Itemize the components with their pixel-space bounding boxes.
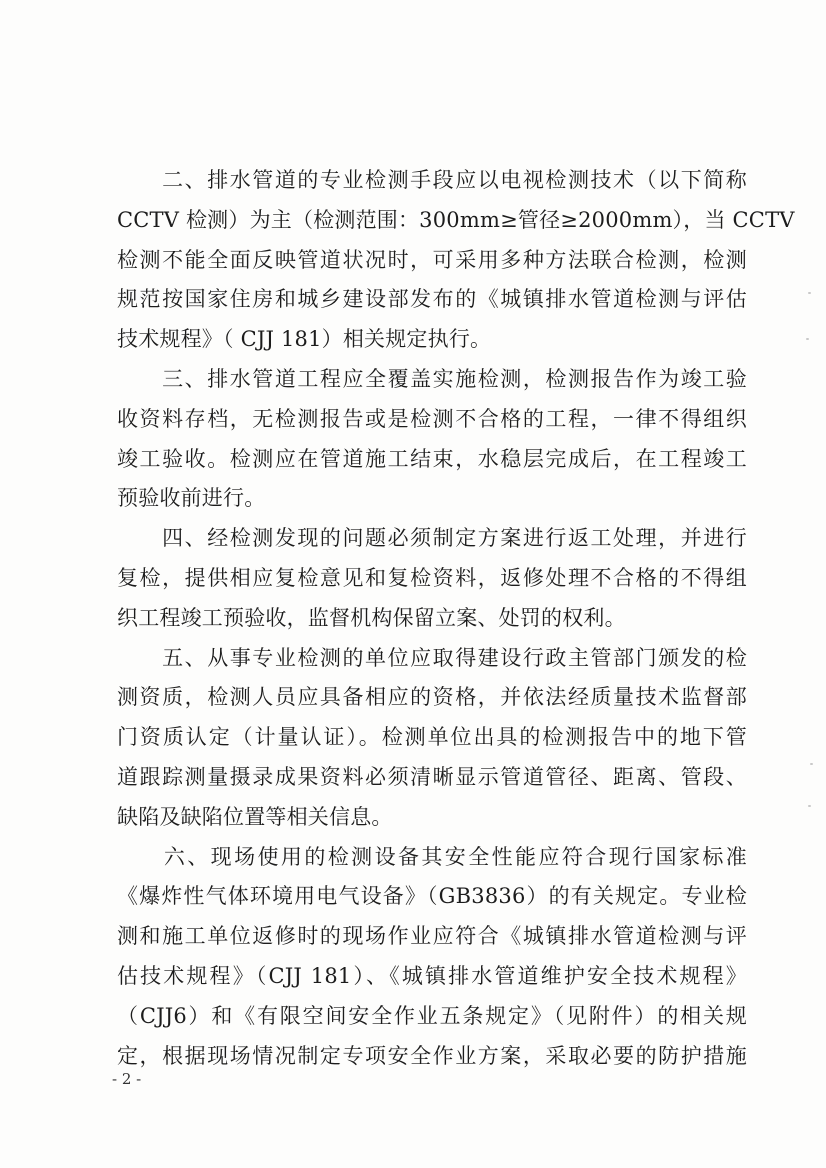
text-line: 门资质认定（计量认证）。检测单位出具的检测报告中的地下管: [117, 725, 747, 750]
text-line: 定，根据现场情况制定专项安全作业方案，采取必要的防护措施: [117, 1043, 747, 1068]
text-line: 六、现场使用的检测设备其安全性能应符合现行国家标准: [117, 844, 747, 869]
text-line: 估技术规程》（CJJ 181）、《城镇排水管道维护安全技术规程》: [117, 963, 747, 988]
text-line: 检测不能全面反映管道状况时，可采用多种方法联合检测，检测: [117, 247, 747, 272]
text-line: 规范按国家住房和城乡建设部发布的《城镇排水管道检测与评估: [117, 287, 747, 312]
text-line: 三、排水管道工程应全覆盖实施检测，检测报告作为竣工验: [117, 366, 747, 391]
page-number: - 2 -: [112, 1070, 142, 1088]
text-line: （CJJ6）和《有限空间安全作业五条规定》（见附件）的相关规: [117, 1003, 747, 1028]
text-line: 五、从事专业检测的单位应取得建设行政主管部门颁发的检: [117, 645, 747, 670]
paragraph-p6: [117, 838, 747, 1077]
document-body: [117, 161, 795, 1076]
text-line: 道跟踪测量摄录成果资料必须清晰显示管道管径、距离、管段、: [117, 764, 747, 789]
scan-speck: [810, 763, 813, 765]
scan-speck: [808, 292, 811, 294]
text-line: 缺陷及缺陷位置等相关信息。: [117, 804, 393, 829]
text-line: 测和施工单位返修时的现场作业应符合《城镇排水管道检测与评: [117, 924, 747, 949]
text-line: 竣工验收。检测应在管道施工结束，水稳层完成后，在工程竣工: [117, 446, 747, 471]
text-line: 《爆炸性气体环境用电气设备》（GB3836）的有关规定。专业检: [117, 884, 747, 909]
text-line: 织工程竣工预验收，监督机构保留立案、处罚的权利。: [117, 605, 626, 630]
paragraph-p4: [117, 519, 747, 638]
text-line: 四、经检测发现的问题必须制定方案进行返工处理，并进行: [117, 526, 747, 551]
text-line: 二、排水管道的专业检测手段应以电视检测技术（以下简称: [117, 168, 747, 192]
paragraph-p2: [117, 161, 795, 360]
text-line: 复检，提供相应复检意见和复检资料，返修处理不合格的不得组: [117, 565, 747, 590]
text-line: 测资质，检测人员应具备相应的资格，并依法经质量技术监督部: [117, 685, 747, 710]
text-line: 预验收前进行。: [117, 486, 266, 511]
text-line: 收资料存档，无检测报告或是检测不合格的工程，一律不得组织: [117, 406, 747, 431]
scan-speck: [806, 338, 809, 340]
scan-speck: [808, 805, 811, 807]
paragraph-p3: [117, 360, 747, 519]
text-line: 技术规程》（ CJJ 181）相关规定执行。: [117, 327, 492, 352]
text-line: CCTV 检测）为主（检测范围：300mm≥管径≥2000mm），当 CCTV: [117, 207, 795, 232]
paragraph-p5: [117, 639, 747, 838]
